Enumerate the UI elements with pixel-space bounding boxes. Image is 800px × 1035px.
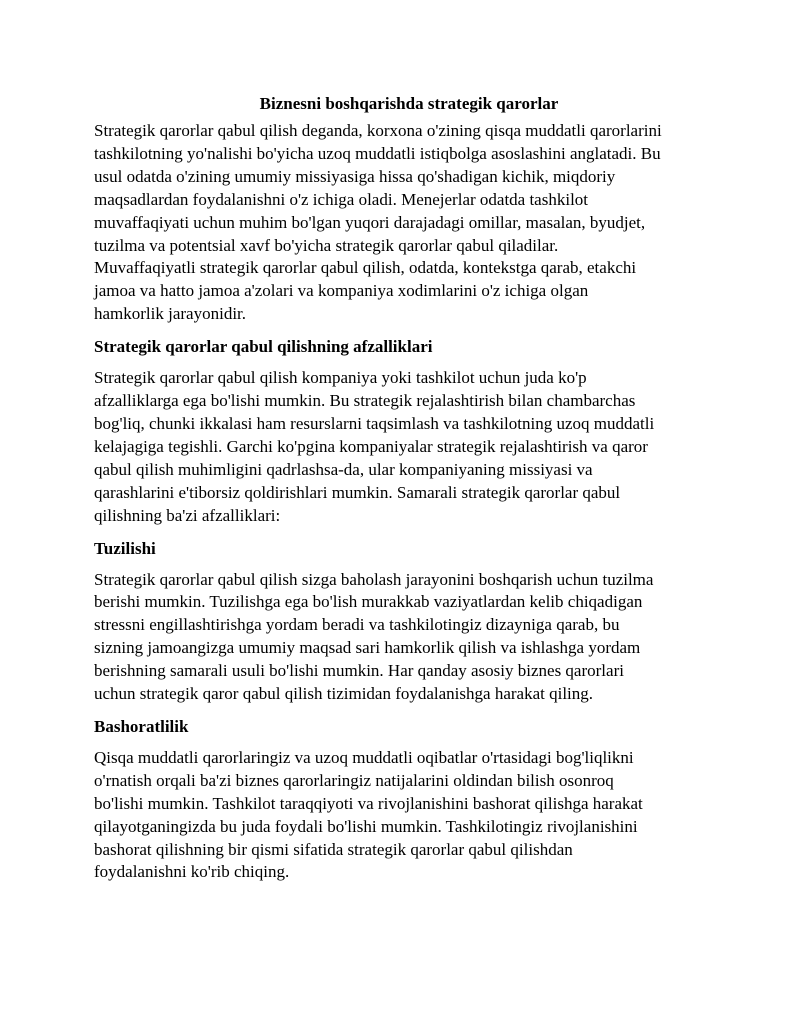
section-text-advantages: Strategik qarorlar qabul qilish kompaniya yoki tashkilot uchun juda ko'p afzalliklarga ega bo'lishi mumkin. Bu strategik rejalashtirish bilan chambarchas bog'liq, chunki ikkalasi ham resurslarni taqsimlash va tashkilotning uzoq muddatli kelajagiga tegishli. Garchi ko'pgina kompaniyalar strategik rejalashtirish va qaror qabul qilish muhimligini qadrlashsa-da, ular kompaniyaning missiyasi va qarashlarini e'tiborsiz qoldirishlari mumkin. Samarali strategik qarorlar qabul qilishning ba'zi afzalliklari: bbox=[94, 368, 655, 525]
intro-paragraph: Strategik qarorlar qabul qilish deganda, korxona o'zining qisqa muddatli qarorlarini tashkilotning yo'nalishi bo'yicha uzoq muddatli istiqbolga asoslashini anglatadi. Bu usul odatda o'zining umumiy missiyasiga hissa qo'shadigan kichik, miqdoriy maqsadlardan foydalanishni o'z ichiga oladi. Menejerlar odatda tashkilot muvaffaqiyati uchun muhim bo'lgan yuqori darajadagi omillar, masalan, byudjet, tuzilma va potentsial xavf bo'yicha strategik qarorlar qabul qiladilar. Muvaffaqiyatli strategik qarorlar qabul qilish, odatda, kontekstga qarab, etakchi jamoa va hatto jamoa a'zolari va kompaniya xodimlarini o'z ichiga olgan hamkorlik jarayonidir. bbox=[94, 121, 662, 324]
section-heading-predictability: Bashoratlilik bbox=[94, 716, 189, 736]
section-text-structure: Strategik qarorlar qabul qilish sizga baholash jarayonini boshqarish uchun tuzilma berishi mumkin. Tuzilishga ega bo'lish murakkab vaziyatlardan kelib chiqadigan stressni engillashtirishga yordam beradi va tashkilotingiz dizayniga qarab, bu sizning jamoangizga umumiy maqsad sari hamkorlik qilish va ishlashga yordam berishning samarali usuli bo'lishi mumkin. Har qanday asosiy biznes qarorlari uchun strategik qaror qabul qilish tizimidan foydalanishga harakat qiling. bbox=[94, 569, 654, 704]
document-title: Biznesni boshqarishda strategik qarorlar bbox=[259, 94, 559, 113]
section-heading-advantages: Strategik qarorlar qabul qilishning afzalliklari bbox=[94, 337, 433, 357]
section-text-predictability: Qisqa muddatli qarorlaringiz va uzoq muddatli oqibatlar o'rtasidagi bog'liqlikni o'rnatish orqali ba'zi biznes qarorlaringiz natijalarini oldindan bilish osonroq bo'lishi mumkin. Tashkilot taraqqiyoti va rivojlanishini bashorat qilishga harakat qilayotganingizda bu juda foydali bo'lishi mumkin. Tashkilotingiz rivojlanishini bashorat qilishning bir qismi sifatida strategik qarorlar qabul qilishdan foydalanishni ko'rib chiqing. bbox=[94, 747, 643, 882]
document-page bbox=[94, 93, 724, 894]
section-heading-structure: Tuzilishi bbox=[94, 538, 156, 558]
